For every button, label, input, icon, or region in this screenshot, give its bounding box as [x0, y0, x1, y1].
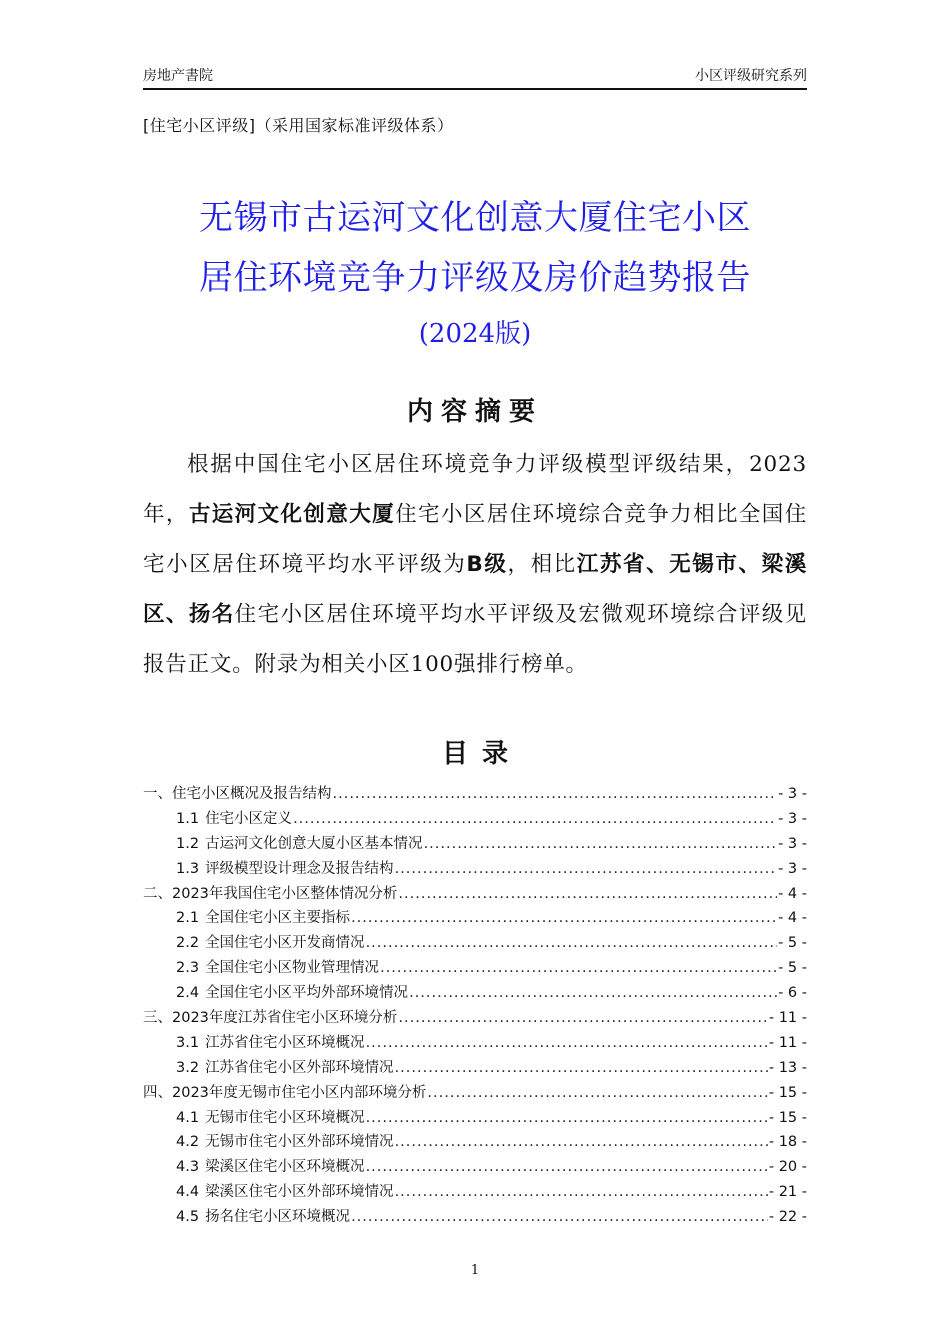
abstract-regions: 江苏省、无锡市、梁溪区、扬名 — [143, 552, 807, 627]
toc-dot-leader — [366, 1031, 768, 1056]
toc-entry-number: 4.1 — [176, 1109, 200, 1126]
toc-entry[interactable] — [143, 931, 807, 956]
abstract-text: 住宅小区居住环境综合竞争力相比全国住宅小区居住环境平均水平评级为 — [143, 502, 808, 577]
toc-entry-title: 评级模型设计理念及报告结构 — [205, 860, 394, 877]
toc-dot-leader — [395, 1180, 768, 1205]
toc-entry[interactable] — [143, 981, 807, 1006]
toc-dot-leader — [351, 1205, 768, 1230]
toc-dot-leader — [424, 832, 778, 857]
toc-entry[interactable] — [143, 956, 807, 981]
toc-entry-number: 一、 — [143, 786, 172, 802]
toc-dot-leader — [293, 807, 777, 832]
abstract-text: ，相比 — [507, 552, 577, 577]
toc-entry-number: 1.1 — [176, 810, 200, 827]
toc-entry-title: 江苏省住宅小区外部环境情况 — [205, 1059, 394, 1076]
toc-entry[interactable] — [143, 882, 807, 907]
table-of-contents — [143, 782, 807, 1230]
toc-entry-page: - 3 - — [778, 860, 807, 877]
toc-dot-leader — [380, 956, 777, 981]
toc-entry[interactable] — [143, 1106, 807, 1131]
abstract-text: 住宅小区居住环境平均水平评级及宏微观环境综合评级见报告正文。附录为相关小区100强排行榜单。 — [143, 602, 807, 677]
toc-entry-page: - 5 - — [778, 935, 807, 952]
toc-entry[interactable] — [143, 1006, 807, 1031]
toc-entry-title: 无锡市住宅小区外部环境情况 — [205, 1134, 394, 1151]
toc-entry-number: 1.3 — [176, 860, 200, 877]
toc-entry-page: - 11 - — [768, 1034, 807, 1051]
toc-entry[interactable] — [143, 906, 807, 931]
toc-entry-page: - 3 - — [778, 786, 807, 802]
toc-entry-title: 全国住宅小区平均外部环境情况 — [205, 985, 409, 1002]
category-tag: [住宅小区评级]（采用国家标准评级体系） — [143, 116, 454, 135]
toc-entry[interactable] — [143, 1031, 807, 1056]
toc-entry-page: - 3 - — [778, 835, 807, 852]
toc-dot-leader — [398, 882, 777, 907]
toc-entry-title: 江苏省住宅小区环境概况 — [205, 1034, 365, 1051]
toc-entry-number: 4.3 — [176, 1159, 200, 1176]
toc-entry-page: - 4 - — [778, 885, 807, 902]
toc-entry[interactable] — [143, 807, 807, 832]
toc-entry-page: - 3 - — [778, 810, 807, 827]
report-title — [143, 188, 807, 354]
title-edition: (2024版) — [418, 319, 532, 349]
toc-entry-title: 梁溪区住宅小区环境概况 — [205, 1159, 365, 1176]
toc-entry-title: 扬名住宅小区环境概况 — [205, 1209, 351, 1226]
page-number: 1 — [470, 1263, 480, 1278]
toc-entry-title: 住宅小区概况及报告结构 — [172, 786, 332, 802]
toc-dot-leader — [366, 1106, 768, 1131]
page-header — [143, 66, 807, 90]
toc-entry-title: 2023年度无锡市住宅小区内部环境分析 — [172, 1084, 427, 1101]
toc-dot-leader — [427, 1081, 767, 1106]
toc-dot-leader — [333, 782, 778, 807]
toc-entry-number: 1.2 — [176, 835, 200, 852]
toc-entry-page: - 21 - — [768, 1184, 807, 1201]
toc-entry-number: 3.1 — [176, 1034, 200, 1051]
toc-entry-title: 全国住宅小区开发商情况 — [205, 935, 365, 952]
toc-entry-number: 四、 — [143, 1084, 172, 1101]
toc-heading: 目录 — [441, 739, 522, 769]
toc-entry-title: 全国住宅小区物业管理情况 — [205, 960, 380, 977]
toc-entry-title: 全国住宅小区主要指标 — [205, 910, 351, 927]
title-line-2: 居住环境竞争力评级及房价趋势报告 — [199, 258, 751, 298]
toc-entry-number: 4.5 — [176, 1209, 200, 1226]
toc-entry-number: 3.2 — [176, 1059, 200, 1076]
toc-dot-leader — [409, 981, 777, 1006]
toc-entry-title: 古运河文化创意大厦小区基本情况 — [205, 835, 423, 852]
toc-entry-title: 2023年我国住宅小区整体情况分析 — [172, 885, 398, 902]
toc-entry-title: 2023年度江苏省住宅小区环境分析 — [172, 1010, 398, 1027]
toc-entry-title: 住宅小区定义 — [205, 810, 293, 827]
toc-entry-page: - 20 - — [768, 1159, 807, 1176]
toc-entry-page: - 15 - — [768, 1109, 807, 1126]
toc-dot-leader — [351, 906, 777, 931]
toc-entry[interactable] — [143, 1130, 807, 1155]
toc-entry-page: - 13 - — [768, 1059, 807, 1076]
toc-entry-number: 4.2 — [176, 1134, 200, 1151]
toc-entry[interactable] — [143, 1081, 807, 1106]
toc-entry-page: - 5 - — [778, 960, 807, 977]
header-series: 小区评级研究系列 — [695, 68, 807, 84]
toc-dot-leader — [398, 1006, 767, 1031]
abstract-heading: 内容摘要 — [406, 397, 543, 427]
toc-entry[interactable] — [143, 1155, 807, 1180]
toc-entry-page: - 11 - — [768, 1010, 807, 1027]
toc-entry-page: - 22 - — [768, 1209, 807, 1226]
title-line-1: 无锡市古运河文化创意大厦住宅小区 — [199, 198, 751, 238]
toc-entry-number: 2.4 — [176, 985, 200, 1002]
toc-entry-number: 4.4 — [176, 1184, 200, 1201]
abstract-community-name: 古运河文化创意大厦 — [188, 502, 396, 527]
header-publisher: 房地产書院 — [143, 68, 213, 84]
toc-dot-leader — [395, 1056, 768, 1081]
toc-entry[interactable] — [143, 1056, 807, 1081]
abstract-paragraph — [143, 440, 807, 690]
toc-entry-page: - 6 - — [778, 985, 807, 1002]
toc-entry[interactable] — [143, 782, 807, 807]
toc-entry-number: 二、 — [143, 885, 172, 902]
toc-entry[interactable] — [143, 1180, 807, 1205]
toc-dot-leader — [366, 1155, 768, 1180]
toc-entry-title: 梁溪区住宅小区外部环境情况 — [205, 1184, 394, 1201]
abstract-grade: B级 — [466, 552, 508, 577]
toc-dot-leader — [395, 1130, 768, 1155]
toc-entry-page: - 18 - — [768, 1134, 807, 1151]
toc-entry[interactable] — [143, 1205, 807, 1230]
toc-entry-title: 无锡市住宅小区环境概况 — [205, 1109, 365, 1126]
toc-entry-number: 2.3 — [176, 960, 200, 977]
toc-dot-leader — [395, 857, 778, 882]
toc-entry-number: 三、 — [143, 1010, 172, 1027]
toc-entry-page: - 15 - — [768, 1084, 807, 1101]
toc-entry-page: - 4 - — [778, 910, 807, 927]
toc-entry[interactable] — [143, 832, 807, 857]
toc-entry-number: 2.1 — [176, 910, 200, 927]
toc-dot-leader — [366, 931, 778, 956]
toc-entry[interactable] — [143, 857, 807, 882]
abstract-text: 根据中国住宅小区居住环境竞争力评级模型评级结果，2023年， — [143, 452, 807, 527]
toc-entry-number: 2.2 — [176, 935, 200, 952]
